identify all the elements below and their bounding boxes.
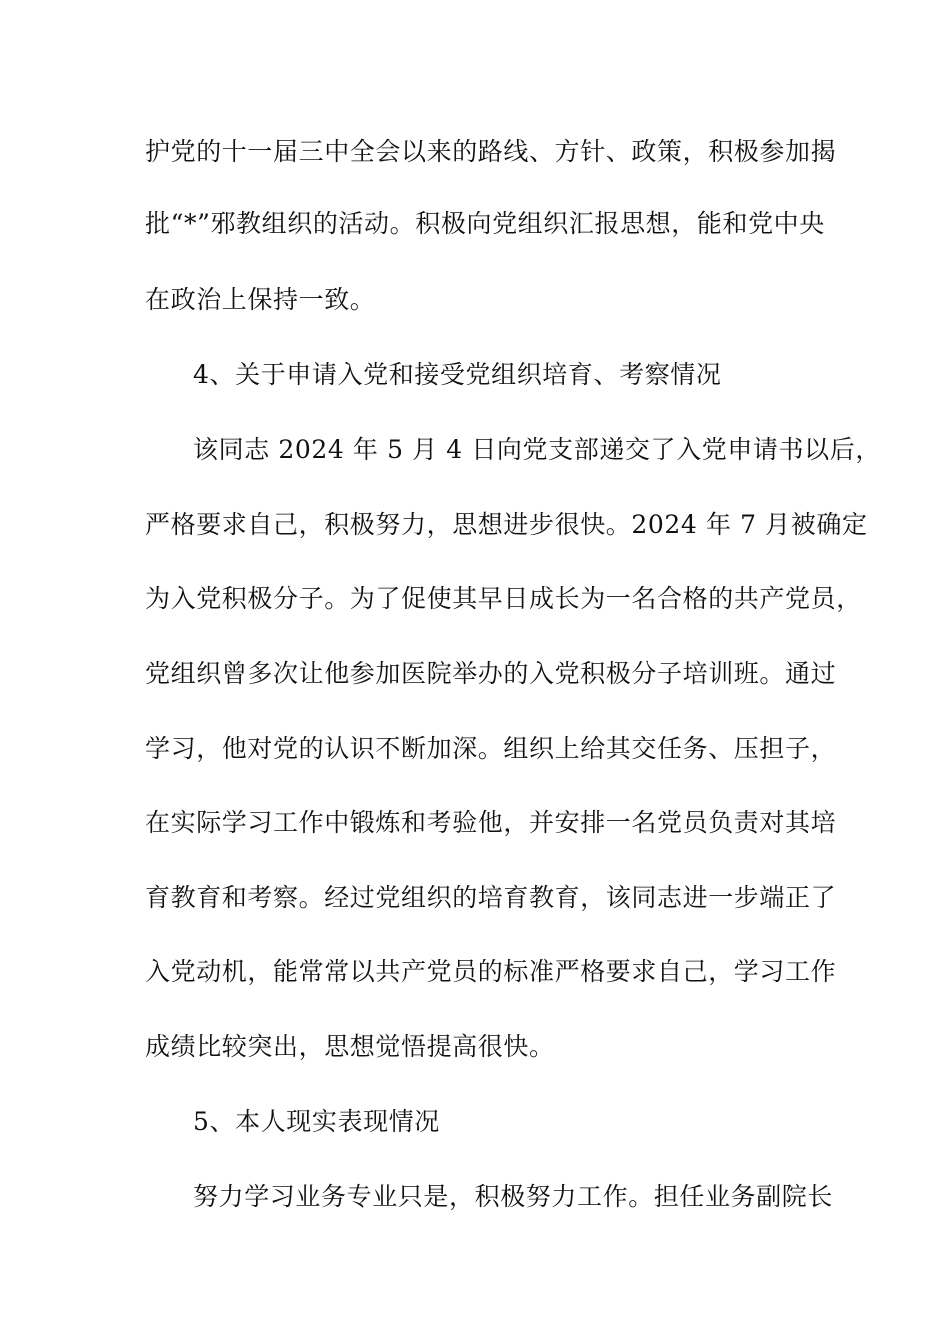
text-line: 在实际学习工作中锻炼和考验他，并安排一名党员负责对其培	[145, 808, 837, 837]
text-line: 努力学习业务专业只是，积极努力工作。担任业务副院长	[193, 1182, 834, 1211]
text-line: 批“*”邪教组织的活动。积极向党组织汇报思想，能和党中央	[145, 209, 825, 238]
text-line: 成绩比较突出，思想觉悟提高很快。	[145, 1032, 555, 1061]
text-line: 育教育和考察。经过党组织的培育教育，该同志进一步端正了	[145, 883, 837, 912]
text-line: 严格要求自己，积极努力，思想进步很快。2024 年 7 月被确定	[145, 510, 868, 539]
section-heading: 4、关于申请入党和接受党组织培育、考察情况	[193, 360, 722, 389]
text-line: 在政治上保持一致。	[145, 285, 376, 314]
text-line: 护党的十一届三中全会以来的路线、方针、政策，积极参加揭	[145, 137, 837, 166]
text-line: 为入党积极分子。为了促使其早日成长为一名合格的共产党员，	[145, 584, 862, 613]
text-line: 该同志 2024 年 5 月 4 日向党支部递交了入党申请书以后，	[193, 435, 881, 464]
text-line: 入党动机，能常常以共产党员的标准严格要求自己，学习工作	[145, 957, 837, 986]
text-line: 党组织曾多次让他参加医院举办的入党积极分子培训班。通过	[145, 659, 837, 688]
section-heading: 5、本人现实表现情况	[193, 1107, 440, 1136]
text-line: 学习，他对党的认识不断加深。组织上给其交任务、压担子，	[145, 734, 837, 763]
